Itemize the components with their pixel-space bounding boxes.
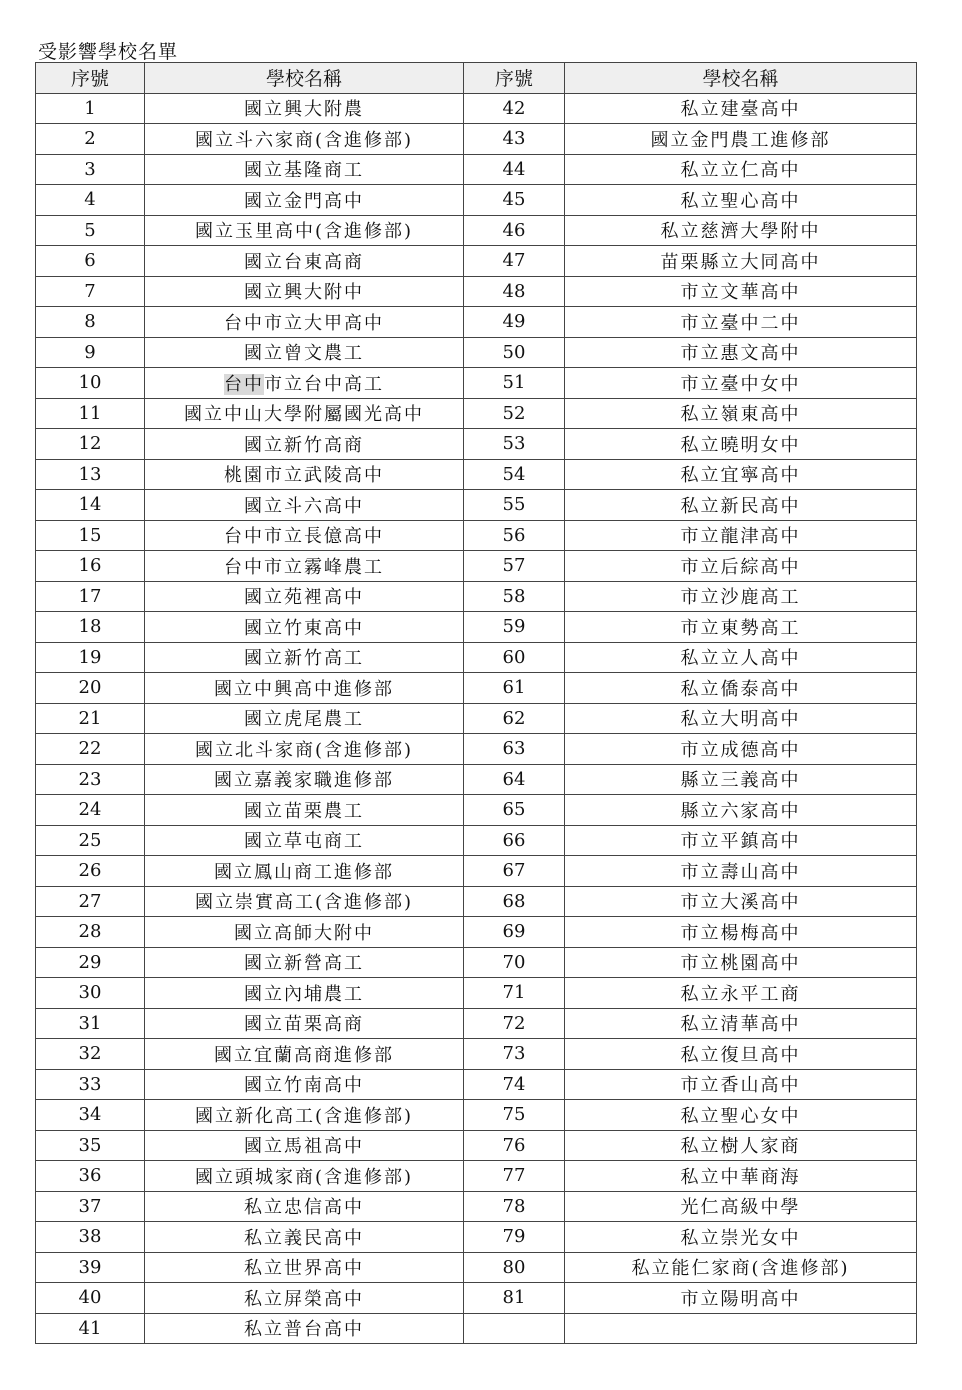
school-name: 縣立三義高中: [565, 764, 917, 795]
school-name: 私立屏榮高中: [145, 1283, 464, 1314]
row-number: 21: [36, 703, 145, 734]
school-name: 私立崇光女中: [565, 1222, 917, 1253]
row-number: 7: [36, 276, 145, 307]
row-number: 36: [36, 1161, 145, 1192]
school-name: 市立后綜高中: [565, 551, 917, 582]
school-name: 私立忠信高中: [145, 1191, 464, 1222]
row-number: 78: [464, 1191, 565, 1222]
school-name: 私立新民高中: [565, 490, 917, 521]
row-number: 3: [36, 154, 145, 185]
school-name: 國立新竹高工: [145, 642, 464, 673]
school-name: 私立清華高中: [565, 1008, 917, 1039]
row-number: 53: [464, 429, 565, 460]
school-table: [35, 62, 917, 1344]
table-row: [36, 337, 917, 368]
table-row: [36, 1222, 917, 1253]
table-row: [36, 642, 917, 673]
school-name: 國立苗栗高商: [145, 1008, 464, 1039]
school-name: 台中市立長億高中: [145, 520, 464, 551]
school-name: 市立平鎮高中: [565, 825, 917, 856]
school-name: 台中市立台中高工: [145, 368, 464, 399]
school-name: 市立香山高中: [565, 1069, 917, 1100]
table-row: [36, 886, 917, 917]
school-name: 私立聖心女中: [565, 1100, 917, 1131]
school-name: 私立能仁家商(含進修部): [565, 1252, 917, 1283]
school-name: 市立楊梅高中: [565, 917, 917, 948]
school-name: 國立頭城家商(含進修部): [145, 1161, 464, 1192]
table-row: [36, 93, 917, 124]
row-number: 69: [464, 917, 565, 948]
row-number: 50: [464, 337, 565, 368]
school-name: 國立虎尾農工: [145, 703, 464, 734]
row-number: 74: [464, 1069, 565, 1100]
row-number: 44: [464, 154, 565, 185]
row-number: 20: [36, 673, 145, 704]
row-number: 62: [464, 703, 565, 734]
school-name: 市立壽山高中: [565, 856, 917, 887]
table-row: [36, 947, 917, 978]
school-name: 國立基隆商工: [145, 154, 464, 185]
row-number: 54: [464, 459, 565, 490]
table-row: [36, 1130, 917, 1161]
school-name: 國立中山大學附屬國光高中: [145, 398, 464, 429]
row-number: 58: [464, 581, 565, 612]
school-name: 私立慈濟大學附中: [565, 215, 917, 246]
school-name: 國立金門高中: [145, 185, 464, 216]
school-name: 市立文華高中: [565, 276, 917, 307]
school-name: 國立新竹高商: [145, 429, 464, 460]
school-name: [565, 1313, 917, 1344]
row-number: 32: [36, 1039, 145, 1070]
school-name: 國立嘉義家職進修部: [145, 764, 464, 795]
row-number: 18: [36, 612, 145, 643]
row-number: 57: [464, 551, 565, 582]
row-number: 15: [36, 520, 145, 551]
row-number: 2: [36, 124, 145, 155]
school-name: 台中市立霧峰農工: [145, 551, 464, 582]
table-row: [36, 1191, 917, 1222]
school-name: 市立惠文高中: [565, 337, 917, 368]
row-number: 17: [36, 581, 145, 612]
table-row: [36, 1069, 917, 1100]
row-number: 45: [464, 185, 565, 216]
row-number: 10: [36, 368, 145, 399]
row-number: 31: [36, 1008, 145, 1039]
row-number: 73: [464, 1039, 565, 1070]
row-number: 68: [464, 886, 565, 917]
header-name-right: 學校名稱: [565, 63, 917, 94]
header-no-right: 序號: [464, 63, 565, 94]
school-name: 市立沙鹿高工: [565, 581, 917, 612]
page-title: 受影響學校名單: [38, 41, 179, 63]
table-row: [36, 398, 917, 429]
school-name: 國立中興高中進修部: [145, 673, 464, 704]
row-number: 4: [36, 185, 145, 216]
row-number: 76: [464, 1130, 565, 1161]
school-name: 苗栗縣立大同高中: [565, 246, 917, 277]
table-row: [36, 124, 917, 155]
school-name: 市立東勢高工: [565, 612, 917, 643]
header-row: [36, 63, 917, 94]
row-number: 11: [36, 398, 145, 429]
row-number: 14: [36, 490, 145, 521]
school-name: 市立桃園高中: [565, 947, 917, 978]
table-row: [36, 368, 917, 399]
table-row: [36, 581, 917, 612]
row-number: 9: [36, 337, 145, 368]
row-number: 8: [36, 307, 145, 338]
row-number: 71: [464, 978, 565, 1009]
table-row: [36, 1313, 917, 1344]
table-row: [36, 520, 917, 551]
table-row: [36, 307, 917, 338]
school-name: 私立義民高中: [145, 1222, 464, 1253]
school-name: 市立成德高中: [565, 734, 917, 765]
school-name: 國立金門農工進修部: [565, 124, 917, 155]
table-row: [36, 185, 917, 216]
table-row: [36, 795, 917, 826]
school-name: 國立竹東高中: [145, 612, 464, 643]
school-name: 私立建臺高中: [565, 93, 917, 124]
school-name: 市立臺中二中: [565, 307, 917, 338]
school-name: 光仁高級中學: [565, 1191, 917, 1222]
row-number: 60: [464, 642, 565, 673]
school-name: 國立玉里高中(含進修部): [145, 215, 464, 246]
row-number: 42: [464, 93, 565, 124]
row-number: 75: [464, 1100, 565, 1131]
school-name: 桃園市立武陵高中: [145, 459, 464, 490]
school-name: 私立立仁高中: [565, 154, 917, 185]
table-row: [36, 1100, 917, 1131]
row-number: 41: [36, 1313, 145, 1344]
school-name: 私立大明高中: [565, 703, 917, 734]
school-name: 國立興大附中: [145, 276, 464, 307]
row-number: 28: [36, 917, 145, 948]
row-number: 48: [464, 276, 565, 307]
school-name: 國立新營高工: [145, 947, 464, 978]
row-number: 59: [464, 612, 565, 643]
row-number: 52: [464, 398, 565, 429]
table-row: [36, 1252, 917, 1283]
row-number: 33: [36, 1069, 145, 1100]
table-row: [36, 154, 917, 185]
school-name: 私立嶺東高中: [565, 398, 917, 429]
row-number: 5: [36, 215, 145, 246]
row-number: 81: [464, 1283, 565, 1314]
school-name: 國立苑裡高中: [145, 581, 464, 612]
table-row: [36, 673, 917, 704]
table-row: [36, 703, 917, 734]
row-number: 34: [36, 1100, 145, 1131]
row-number: 56: [464, 520, 565, 551]
school-name: 國立崇實高工(含進修部): [145, 886, 464, 917]
school-name: 私立普台高中: [145, 1313, 464, 1344]
row-number: 24: [36, 795, 145, 826]
row-number: 39: [36, 1252, 145, 1283]
row-number: 12: [36, 429, 145, 460]
table-row: [36, 734, 917, 765]
row-number: 72: [464, 1008, 565, 1039]
school-name: 私立世界高中: [145, 1252, 464, 1283]
table-row: [36, 1283, 917, 1314]
row-number: 26: [36, 856, 145, 887]
row-number: 67: [464, 856, 565, 887]
school-name: 私立中華商海: [565, 1161, 917, 1192]
row-number: 65: [464, 795, 565, 826]
school-name: 國立苗栗農工: [145, 795, 464, 826]
school-name: 私立聖心高中: [565, 185, 917, 216]
row-number: 23: [36, 764, 145, 795]
row-number: 27: [36, 886, 145, 917]
school-name: 國立鳳山商工進修部: [145, 856, 464, 887]
school-name: 國立興大附農: [145, 93, 464, 124]
table-row: [36, 551, 917, 582]
row-number: 1: [36, 93, 145, 124]
row-number: 43: [464, 124, 565, 155]
row-number: 25: [36, 825, 145, 856]
text-highlight: 台中: [224, 373, 264, 395]
table-row: [36, 612, 917, 643]
row-number: 37: [36, 1191, 145, 1222]
school-name: 國立曾文農工: [145, 337, 464, 368]
row-number: 16: [36, 551, 145, 582]
school-name: 國立竹南高中: [145, 1069, 464, 1100]
school-name: 市立龍津高中: [565, 520, 917, 551]
table-row: [36, 276, 917, 307]
table-row: [36, 1008, 917, 1039]
table-row: [36, 825, 917, 856]
school-name: 國立斗六家商(含進修部): [145, 124, 464, 155]
row-number: 40: [36, 1283, 145, 1314]
table-row: [36, 1039, 917, 1070]
row-number: 35: [36, 1130, 145, 1161]
school-name: 國立內埔農工: [145, 978, 464, 1009]
school-name: 國立台東高商: [145, 246, 464, 277]
table-row: [36, 978, 917, 1009]
header-name-left: 學校名稱: [145, 63, 464, 94]
row-number: 77: [464, 1161, 565, 1192]
school-name: 市立臺中女中: [565, 368, 917, 399]
row-number: 13: [36, 459, 145, 490]
row-number: 63: [464, 734, 565, 765]
school-name: 私立復旦高中: [565, 1039, 917, 1070]
table-row: [36, 856, 917, 887]
row-number: 79: [464, 1222, 565, 1253]
school-name: 國立新化高工(含進修部): [145, 1100, 464, 1131]
school-name: 國立高師大附中: [145, 917, 464, 948]
school-name: 國立草屯商工: [145, 825, 464, 856]
table-row: [36, 246, 917, 277]
row-number: 38: [36, 1222, 145, 1253]
table-row: [36, 764, 917, 795]
row-number: 49: [464, 307, 565, 338]
row-number: 51: [464, 368, 565, 399]
school-name: 台中市立大甲高中: [145, 307, 464, 338]
row-number: 66: [464, 825, 565, 856]
school-name: 國立宜蘭高商進修部: [145, 1039, 464, 1070]
school-name: 市立大溪高中: [565, 886, 917, 917]
school-name: 私立永平工商: [565, 978, 917, 1009]
table-row: [36, 917, 917, 948]
row-number: [464, 1313, 565, 1344]
row-number: 61: [464, 673, 565, 704]
table-row: [36, 490, 917, 521]
table-row: [36, 429, 917, 460]
table-row: [36, 215, 917, 246]
school-name: 私立立人高中: [565, 642, 917, 673]
school-name: 市立陽明高中: [565, 1283, 917, 1314]
school-name: 國立北斗家商(含進修部): [145, 734, 464, 765]
row-number: 22: [36, 734, 145, 765]
table-row: [36, 459, 917, 490]
row-number: 6: [36, 246, 145, 277]
row-number: 46: [464, 215, 565, 246]
school-name: 私立宜寧高中: [565, 459, 917, 490]
header-no-left: 序號: [36, 63, 145, 94]
row-number: 64: [464, 764, 565, 795]
school-name: 國立斗六高中: [145, 490, 464, 521]
row-number: 55: [464, 490, 565, 521]
row-number: 30: [36, 978, 145, 1009]
school-name: 私立樹人家商: [565, 1130, 917, 1161]
row-number: 47: [464, 246, 565, 277]
school-name: 國立馬祖高中: [145, 1130, 464, 1161]
table-row: [36, 1161, 917, 1192]
row-number: 29: [36, 947, 145, 978]
row-number: 80: [464, 1252, 565, 1283]
row-number: 70: [464, 947, 565, 978]
row-number: 19: [36, 642, 145, 673]
school-name: 縣立六家高中: [565, 795, 917, 826]
school-name: 私立僑泰高中: [565, 673, 917, 704]
school-name: 私立曉明女中: [565, 429, 917, 460]
